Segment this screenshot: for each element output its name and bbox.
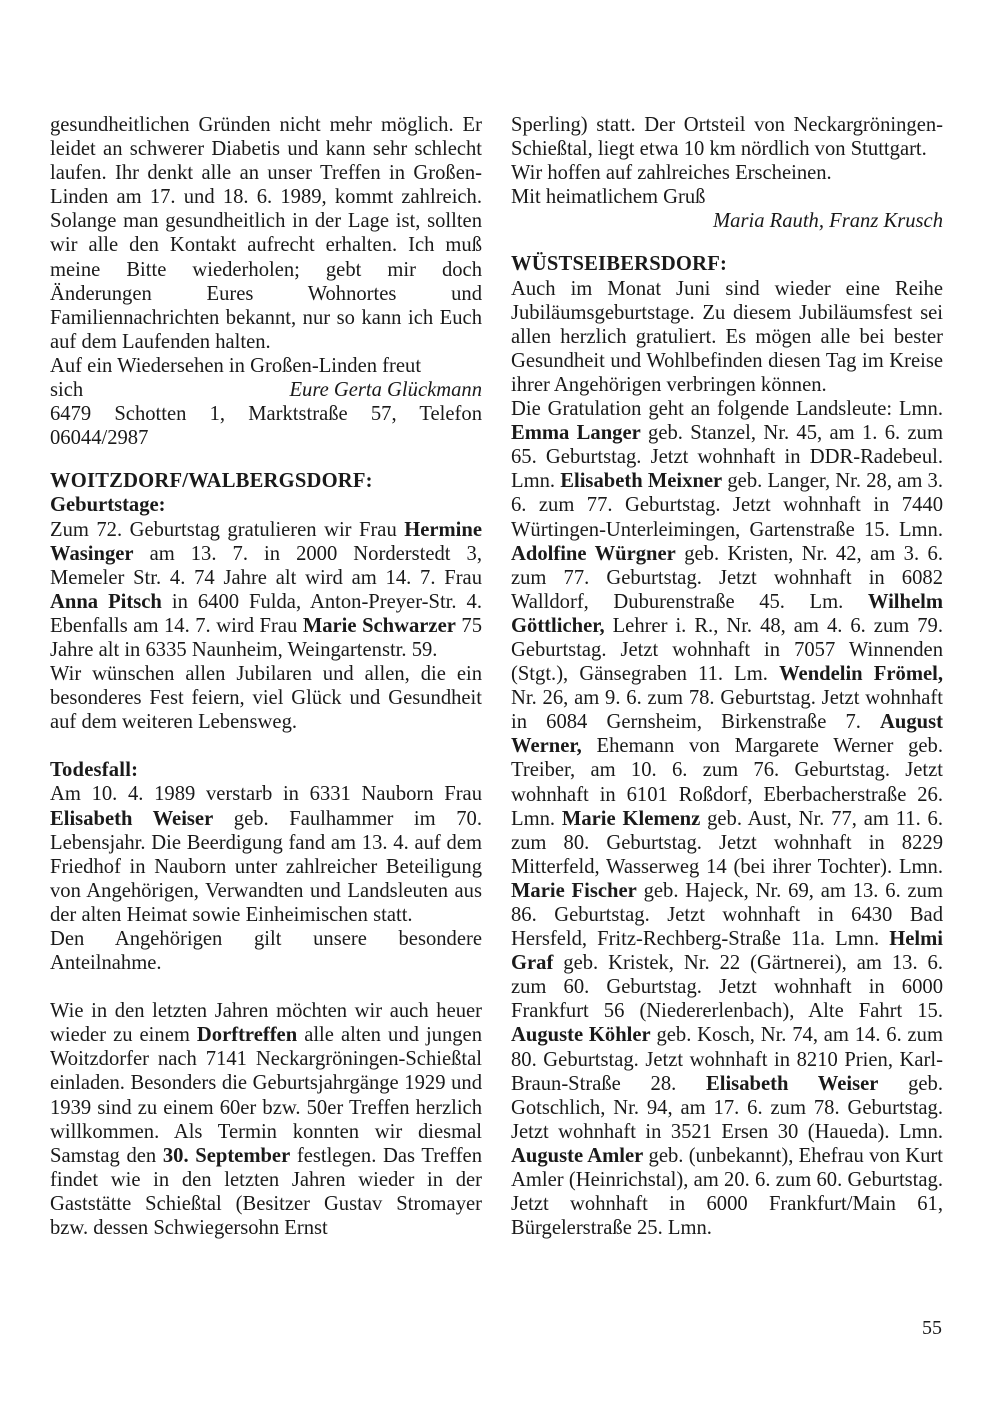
left-column: [50, 113, 482, 1240]
paragraph-letter: gesundheitlichen Gründen nicht mehr möglich. Er leidet an schwerer Diabetis und kann sehr schlecht laufen. Ihr denkt alle an unser Treffen in Großen-Linden am 17. und 18. 6. 1989, kommt zahlreich. Solange man gesundheitlich in der Lage ist, sollten wir alle den Kontakt aufrecht erhalten. Ich muß meine Bitte wiederholen; gebt mir doch Änderungen Eures Wohnortes und Familiennachrichten bekannt, nur so kann ich Euch auf dem Laufenden halten.: [50, 114, 482, 353]
paragraph-farewell: Auf ein Wiedersehen in Großen-Linden freut: [50, 354, 422, 377]
subheading-birthdays: Geburtstage:: [50, 494, 166, 517]
paragraph-birthdays: Zum 72. Geburtstag gratulieren wir Frau Hermine Wasinger am 13. 7. in 2000 Norderstedt 3, Memeler Str. 4. 74 Jahre alt wird am 14. 7. Frau Anna Pitsch in 6400 Fulda, Anton-Preyer-Str. 4. Ebenfalls am 14. 7. wird Frau Marie Schwarzer 75 Jahre alt in 6335 Naunheim, Weingartenstr. 59.: [50, 518, 482, 661]
signature-line: [50, 378, 482, 402]
paragraph-death: Am 10. 4. 1989 verstarb in 6331 Nauborn Frau Elisabeth Weiser geb. Faulhammer im 70. Lebensjahr. Die Beerdigung fand am 13. 4. auf dem Friedhof in Nauborn unter zahlreicher Beteiligung von Angehörigen, Verwandten und Landsleuten aus der alten Heimat sowie Einheimischen statt.: [50, 783, 482, 926]
heading-woitzdorf: WOITZDORF/WALBERGSDORF:: [50, 470, 373, 493]
person-name: Marie Schwarzer: [302, 614, 456, 637]
address-line: 6479 Schotten 1, Marktstraße 57, Telefon 06044/2987: [50, 403, 482, 450]
paragraph-condolence: Den Angehörigen gilt unsere besondere Anteilnahme.: [50, 928, 482, 975]
person-name: Anna Pitsch: [50, 590, 162, 613]
farewell-tail: sich: [50, 379, 84, 402]
paragraph-hope: Wir hoffen auf zahlreiches Erscheinen.: [511, 162, 832, 185]
signature-gerta: Eure Gerta Glückmann: [289, 379, 482, 402]
paragraph-wishes: Wir wünschen allen Jubilaren und allen, die ein besonderes Fest feiern, viel Glück und Gesundheit auf dem weiteren Lebensweg.: [50, 663, 482, 734]
paragraph-jubilee: Auch im Monat Juni sind wieder eine Reihe Jubiläumsgeburtstage. Zu diesem Jubiläumsfest sei allen herzlich gratuliert. Es mögen alle bei bester Gesundheit und Wohlbefinden diesen Tag im Kreise ihrer Angehörigen verbringen können.: [511, 277, 943, 396]
paragraph-congratulations: Die Gratulation geht an folgende Landsleute: Lmn. Emma Langer geb. Stanzel, Nr. 45, am 1. 6. zum 65. Geburtstag. Jetzt wohnhaft in DDR-Radebeul. Lmn. Elisabeth Meixner geb. Langer, Nr. 28, am 3. 6. zum 77. Geburtstag. Jetzt wohnhaft in 7440 Würtingen-Unterleimingen, Gartenstraße 15. Lmn. Adolfine Würgner geb. Kristen, Nr. 42, am 3. 6. zum 77. Geburtstag. Jetzt wohnhaft in 6082 Walldorf, Duburenstraße 45. Lm. Wilhelm Göttlicher, Lehrer i. R., Nr. 48, am 4. 6. zum 79. Geburtstag. Jetzt wohnhaft in 7057 Winnenden (Stgt.), Gänsegraben 11. Lm. Wendelin Frömel, Nr. 26, am 9. 6. zum 78. Geburtstag. Jetzt wohnhaft in 6084 Gernsheim, Birkenstraße 7. August Werner, Ehemann von Margarete Werner geb. Treiber, am 10. 6. zum 76. Geburtstag. Jetzt wohnhaft in 6101 Roßdorf, Eberbacherstraße 26. Lmn. Marie Klemenz geb. Aust, Nr. 77, am 11. 6. zum 80. Geburtstag. Jetzt wohnhaft in 8229 Mitterfeld, Wasserweg 14 (bei ihrer Tochter). Lmn. Marie Fischer geb. Hajeck, Nr. 69, am 13. 6. zum 86. Geburtstag. Jetzt wohnhaft in 6430 Bad Hersfeld, Fritz-Rechberg-Straße 11a. Lmn. Helmi Graf geb. Kristek, Nr. 22 (Gärtnerei), am 13. 6. zum 60. Geburtstag. Jetzt wohnhaft in 6000 Frankfurt 56 (Niedererlenbach), Alte Fahrt 15. Auguste Köhler geb. Kosch, Nr. 74, am 14. 6. zum 80. Geburtstag. Jetzt wohnhaft in 8210 Prien, Karl-Braun-Straße 28. Elisabeth Weiser geb. Gotschlich, Nr. 94, am 17. 6. zum 78. Geburtstag. Jetzt wohnhaft in 3521 Ersen 30 (Haueda). Lmn. Auguste Amler geb. (unbekannt), Ehefrau von Kurt Amler (Heinrichstal), am 20. 6. zum 60. Geburtstag. Jetzt wohnhaft in 6000 Frankfurt/Main 61, Bürgelerstraße 25. Lmn.: [511, 398, 944, 1240]
page-number: 55: [922, 1317, 942, 1339]
right-column: [511, 113, 943, 1240]
signature-rauth-krusch: Maria Rauth, Franz Krusch: [713, 210, 943, 233]
person-name: Elisabeth Weiser: [50, 807, 214, 830]
paragraph-greeting: Mit heimatlichem Gruß: [511, 186, 706, 209]
person-name: Hermine Wasinger: [50, 518, 482, 565]
heading-wustseibersdorf: WÜSTSEIBERSDORF:: [511, 253, 728, 276]
paragraph-meeting-cont: Sperling) statt. Der Ortsteil von Neckargröningen-Schießtal, liegt etwa 10 km nördlich von Stuttgart.: [511, 114, 943, 161]
paragraph-village-meeting: Wie in den letzten Jahren möchten wir auch heuer wieder zu einem Dorftreffen alle alten und jungen Woitzdorfer nach 7141 Neckargröningen-Schießtal einladen. Besonders die Geburtsjahrgänge 1929 und 1939 sind zu einem 60er bzw. 50er Treffen herzlich willkommen. Als Termin konnten wir diesmal Samstag den 30. September festlegen. Das Treffen findet wie in den letzten Jahren wieder in der Gaststätte Schießtal (Besitzer Gustav Stromayer bzw. dessen Schwiegersohn Ernst: [50, 1000, 482, 1240]
heading-death: Todesfall:: [50, 759, 139, 782]
